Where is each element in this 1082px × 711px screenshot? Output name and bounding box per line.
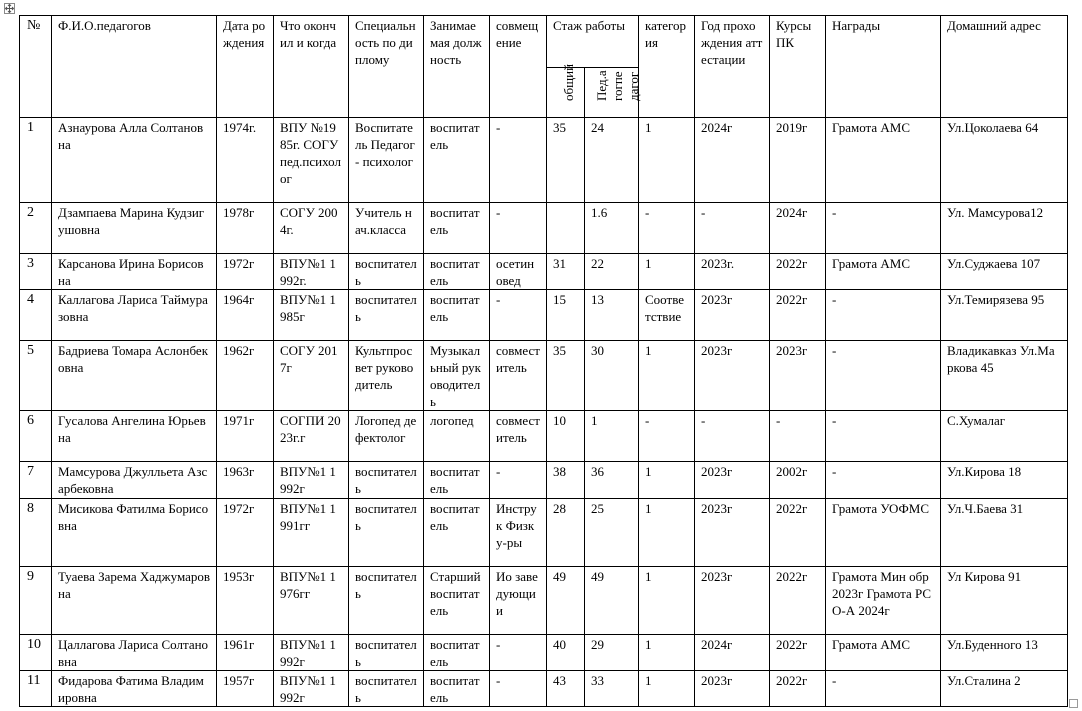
cell-position: воспитатель [424, 499, 490, 567]
cell-category: 1 [639, 254, 695, 290]
cell-num: 3 [20, 254, 52, 290]
cell-num: 9 [20, 567, 52, 635]
cell-experience-total: 15 [547, 290, 585, 341]
cell-specialty: воспитатель [349, 462, 424, 499]
cell-combination: - [490, 671, 547, 707]
cell-experience-ped: 22 [585, 254, 639, 290]
cell-experience-total: 40 [547, 635, 585, 671]
cell-education: ВПУ№1 1992г. [274, 254, 349, 290]
cell-birth: 1972г [217, 499, 274, 567]
cell-birth: 1963г [217, 462, 274, 499]
cell-position: воспитатель [424, 671, 490, 707]
cell-specialty: воспитатель [349, 290, 424, 341]
cell-attestation: - [695, 203, 770, 254]
cell-category: - [639, 411, 695, 462]
cell-position: воспитатель [424, 462, 490, 499]
cell-specialty: Логопед дефектолог [349, 411, 424, 462]
cell-num: 5 [20, 341, 52, 411]
cell-fio: Мамсурова Джулльета Азсарбековна [52, 462, 217, 499]
header-category: категория [639, 16, 695, 118]
header-address: Домашний адрес [941, 16, 1068, 118]
cell-combination: - [490, 290, 547, 341]
cell-address: С.Хумалаг [941, 411, 1068, 462]
header-fio: Ф.И.О.педагогов [52, 16, 217, 118]
cell-courses: 2022г [770, 499, 826, 567]
cell-combination: - [490, 203, 547, 254]
cell-education: ВПУ№1 1985г [274, 290, 349, 341]
table-row [20, 671, 1068, 707]
table-header-row [20, 16, 1068, 68]
cell-category: - [639, 203, 695, 254]
cell-awards: - [826, 671, 941, 707]
cell-experience-ped: 25 [585, 499, 639, 567]
cell-awards: Грамота Мин обр 2023г Грамота РСО-А 2024г [826, 567, 941, 635]
cell-experience-total: 28 [547, 499, 585, 567]
cell-awards: Грамота АМС [826, 635, 941, 671]
cell-fio: Карсанова Ирина Борисовна [52, 254, 217, 290]
cell-birth: 1974г. [217, 118, 274, 203]
cell-position: воспитатель [424, 118, 490, 203]
cell-category: 1 [639, 499, 695, 567]
cell-fio: Туаева Зарема Хаджумаровна [52, 567, 217, 635]
cell-fio: Мисикова Фатилма Борисовна [52, 499, 217, 567]
cell-birth: 1953г [217, 567, 274, 635]
cell-specialty: воспитатель [349, 254, 424, 290]
cell-num: 6 [20, 411, 52, 462]
cell-num: 10 [20, 635, 52, 671]
cell-position: Старший воспитатель [424, 567, 490, 635]
cell-experience-ped: 1.6 [585, 203, 639, 254]
cell-education: СОГУ 2017г [274, 341, 349, 411]
cell-experience-ped: 24 [585, 118, 639, 203]
cell-experience-ped: 13 [585, 290, 639, 341]
table-row [20, 635, 1068, 671]
cell-awards: - [826, 462, 941, 499]
header-experience-ped-line1: Пед.а [594, 70, 609, 101]
cell-courses: 2022г [770, 671, 826, 707]
cell-combination: - [490, 462, 547, 499]
header-education: Что окончил и когда [274, 16, 349, 118]
cell-birth: 1957г [217, 671, 274, 707]
cell-address: Владикавказ Ул.Маркова 45 [941, 341, 1068, 411]
cell-num: 4 [20, 290, 52, 341]
header-birth: Дата рождения [217, 16, 274, 118]
cell-courses: 2019г [770, 118, 826, 203]
cell-attestation: 2023г [695, 462, 770, 499]
cell-num: 7 [20, 462, 52, 499]
table-move-handle[interactable] [4, 3, 15, 14]
cell-attestation: 2023г [695, 499, 770, 567]
table-row [20, 499, 1068, 567]
cell-attestation: 2023г [695, 567, 770, 635]
cell-courses: 2023г [770, 341, 826, 411]
cell-category: 1 [639, 118, 695, 203]
table-row [20, 254, 1068, 290]
cell-awards: - [826, 341, 941, 411]
header-specialty: Специальность по диплому [349, 16, 424, 118]
cell-experience-total: 10 [547, 411, 585, 462]
staff-table [19, 15, 1068, 707]
cell-fio: Цаллагова Лариса Солтановна [52, 635, 217, 671]
cell-specialty: воспитатель [349, 671, 424, 707]
cell-combination: - [490, 635, 547, 671]
cell-combination: совместитель [490, 341, 547, 411]
cell-experience-ped: 1 [585, 411, 639, 462]
cell-experience-total: 38 [547, 462, 585, 499]
cell-experience-ped: 30 [585, 341, 639, 411]
cell-attestation: - [695, 411, 770, 462]
cell-num: 8 [20, 499, 52, 567]
cell-combination: осетиновед [490, 254, 547, 290]
cell-position: воспитатель [424, 290, 490, 341]
cell-education: СОГПИ 2023г.г [274, 411, 349, 462]
cell-address: Ул.Сталина 2 [941, 671, 1068, 707]
cell-experience-ped: 33 [585, 671, 639, 707]
table-resize-handle[interactable] [1069, 699, 1078, 708]
cell-attestation: 2023г [695, 671, 770, 707]
cell-attestation: 2024г [695, 635, 770, 671]
cell-education: СОГУ 2004г. [274, 203, 349, 254]
cell-num: 2 [20, 203, 52, 254]
cell-courses: 2022г [770, 567, 826, 635]
cell-num: 11 [20, 671, 52, 707]
header-combination: совмещение [490, 16, 547, 118]
cell-address: Ул.Буденного 13 [941, 635, 1068, 671]
header-courses: Курсы ПК [770, 16, 826, 118]
table-row [20, 203, 1068, 254]
cell-fio: Азнаурова Алла Солтановна [52, 118, 217, 203]
cell-address: Ул Кирова 91 [941, 567, 1068, 635]
cell-specialty: воспитатель [349, 567, 424, 635]
cell-awards: - [826, 290, 941, 341]
table-row [20, 411, 1068, 462]
cell-category: 1 [639, 341, 695, 411]
cell-education: ВПУ№1 1992г [274, 635, 349, 671]
cell-address: Ул.Цоколаева 64 [941, 118, 1068, 203]
cell-specialty: воспитатель [349, 635, 424, 671]
header-experience-total-label: общий [561, 63, 576, 101]
header-awards: Награды [826, 16, 941, 118]
cell-category: 1 [639, 635, 695, 671]
header-experience-total [547, 63, 585, 118]
cell-experience-ped: 49 [585, 567, 639, 635]
cell-address: Ул.Суджаева 107 [941, 254, 1068, 290]
cell-education: ВПУ№1 1976гг [274, 567, 349, 635]
cell-birth: 1971г [217, 411, 274, 462]
cell-combination: совместитель [490, 411, 547, 462]
cell-position: воспитатель [424, 203, 490, 254]
cell-education: ВПУ№1 1992г [274, 462, 349, 499]
cell-fio: Фидарова Фатима Владимировна [52, 671, 217, 707]
cell-address: Ул. Мамсурова12 [941, 203, 1068, 254]
cell-attestation: 2023г [695, 290, 770, 341]
table-row [20, 341, 1068, 411]
cell-birth: 1972г [217, 254, 274, 290]
cell-birth: 1964г [217, 290, 274, 341]
cell-specialty: воспитатель [349, 499, 424, 567]
move-arrows-icon [5, 4, 14, 13]
cell-experience-total: 35 [547, 341, 585, 411]
cell-experience-ped: 36 [585, 462, 639, 499]
cell-birth: 1978г [217, 203, 274, 254]
cell-combination: Ио заведующии [490, 567, 547, 635]
header-experience: Стаж работы [547, 16, 639, 68]
cell-experience-total [547, 203, 585, 254]
table-row [20, 290, 1068, 341]
table-row [20, 567, 1068, 635]
cell-attestation: 2023г [695, 341, 770, 411]
cell-fio: Гусалова Ангелина Юрьевна [52, 411, 217, 462]
cell-category: 1 [639, 567, 695, 635]
cell-fio: Дзампаева Марина Кудзигушовна [52, 203, 217, 254]
cell-position: воспитатель [424, 254, 490, 290]
cell-combination: Инструк Физку-ры [490, 499, 547, 567]
cell-address: Ул.Ч.Баева 31 [941, 499, 1068, 567]
cell-experience-total: 43 [547, 671, 585, 707]
cell-address: Ул.Темирязева 95 [941, 290, 1068, 341]
cell-attestation: 2024г [695, 118, 770, 203]
header-attestation: Год прохождения аттестации [695, 16, 770, 118]
cell-experience-total: 49 [547, 567, 585, 635]
cell-courses: - [770, 411, 826, 462]
cell-combination: - [490, 118, 547, 203]
cell-category: Соответствие [639, 290, 695, 341]
cell-specialty: Культпросвет руководитель [349, 341, 424, 411]
cell-experience-total: 35 [547, 118, 585, 203]
table-row [20, 118, 1068, 203]
cell-birth: 1962г [217, 341, 274, 411]
cell-fio: Бадриева Томара Аслонбековна [52, 341, 217, 411]
cell-courses: 2022г [770, 290, 826, 341]
cell-courses: 2024г [770, 203, 826, 254]
cell-awards: Грамота АМС [826, 118, 941, 203]
cell-experience-total: 31 [547, 254, 585, 290]
cell-education: ВПУ№1 1992г [274, 671, 349, 707]
cell-experience-ped: 29 [585, 635, 639, 671]
cell-awards: - [826, 203, 941, 254]
cell-position: Музыкальный руководитель [424, 341, 490, 411]
cell-fio: Каллагова Лариса Таймуразовна [52, 290, 217, 341]
header-experience-ped [585, 68, 639, 118]
header-num: № [20, 16, 52, 118]
cell-birth: 1961г [217, 635, 274, 671]
cell-awards: Грамота УОФМС [826, 499, 941, 567]
cell-awards: Грамота АМС [826, 254, 941, 290]
header-experience-ped-line2: гогпе [610, 71, 625, 101]
cell-courses: 2022г [770, 635, 826, 671]
cell-position: логопед [424, 411, 490, 462]
cell-courses: 2022г [770, 254, 826, 290]
table-row [20, 462, 1068, 499]
cell-num: 1 [20, 118, 52, 203]
header-position: Занимаемая должность [424, 16, 490, 118]
header-experience-ped-line3: дагог [626, 71, 641, 101]
cell-education: ВПУ №1985г. СОГУ пед.психолог [274, 118, 349, 203]
cell-awards: - [826, 411, 941, 462]
cell-courses: 2002г [770, 462, 826, 499]
cell-attestation: 2023г. [695, 254, 770, 290]
cell-category: 1 [639, 671, 695, 707]
cell-category: 1 [639, 462, 695, 499]
cell-specialty: Воспитатель Педагог - психолог [349, 118, 424, 203]
cell-address: Ул.Кирова 18 [941, 462, 1068, 499]
cell-specialty: Учитель нач.класса [349, 203, 424, 254]
cell-education: ВПУ№1 1991гг [274, 499, 349, 567]
cell-position: воспитатель [424, 635, 490, 671]
